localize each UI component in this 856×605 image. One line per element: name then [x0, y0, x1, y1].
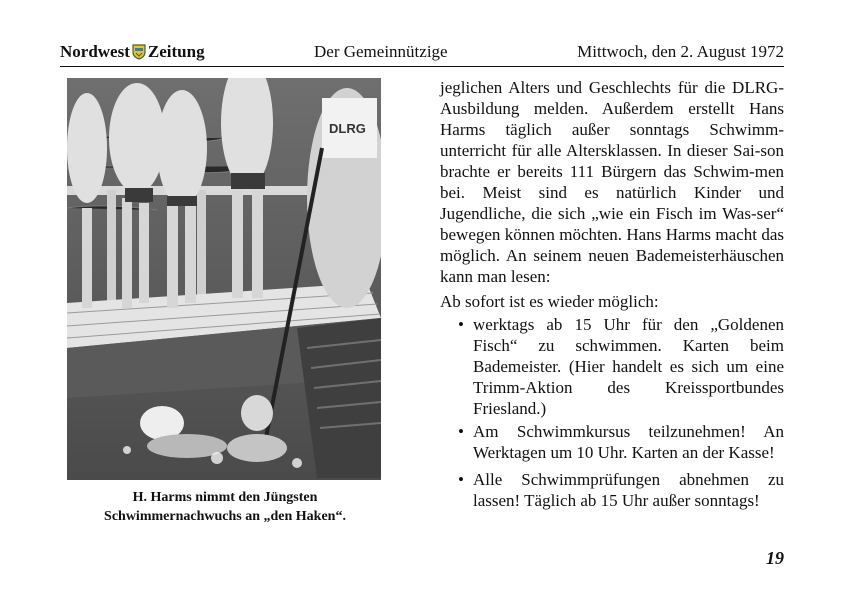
caption-line-1: H. Harms nimmt den Jüngsten	[132, 490, 318, 505]
list-item-text: werktags ab 15 Uhr für den „Goldenen Fisch“ zu schwimmen. Karten beim Bademeister. (Hier handelt es sich um eine Trimm-Aktion des Kreissportbundes Friesland.)	[473, 315, 784, 418]
photo-illustration	[67, 78, 381, 480]
notice-list	[440, 314, 784, 511]
masthead-right: Zeitung	[147, 42, 205, 61]
newspaper-photo	[67, 78, 381, 480]
masthead-left: Nordwest	[60, 42, 130, 61]
issue-date: Mittwoch, den 2. August 1972	[577, 42, 784, 61]
article-paragraph: jeglichen Alters und Geschlechts für die DLRG-Ausbildung melden. Außerdem erstellt Hans Harms täglich außer sonntags Schwimm-unterricht für alle Altersklassen. In dieser Sai-son brachte er bereits 111 Bürgern das Schwim-men bei. Meist sind es natürlich Kinder und Jugendliche, die sich „wie ein Fisch im Was-ser“ bewegen können möchten. Hans Harms macht das möglich. An seinem neuen Bademeisterhäuschen kann man lesen:	[440, 78, 784, 286]
page-number: 19	[766, 548, 784, 568]
caption-line-2: Schwimmernachwuchs an „den Haken“.	[104, 509, 346, 524]
page-header	[60, 42, 784, 67]
shirt-lettering: DLRG	[329, 121, 366, 136]
list-item	[440, 314, 784, 419]
crest-icon	[132, 44, 146, 60]
list-item	[440, 421, 784, 463]
photo-caption	[60, 488, 390, 526]
article-column	[440, 77, 784, 511]
bullet-icon: •	[458, 470, 464, 489]
masthead	[60, 42, 205, 62]
list-item-text: Alle Schwimmprüfungen abnehmen zu lassen! Täglich ab 15 Uhr außer sonntags!	[473, 470, 784, 510]
list-lead: Ab sofort ist es wieder möglich:	[440, 292, 659, 311]
list-item	[440, 469, 784, 511]
bullet-icon: •	[458, 422, 464, 441]
list-item-text: Am Schwimmkursus teilzunehmen! An Werktagen um 10 Uhr. Karten an der Kasse!	[473, 422, 784, 462]
bullet-icon: •	[458, 315, 464, 334]
section-name: Der Gemeinnützige	[314, 42, 448, 61]
